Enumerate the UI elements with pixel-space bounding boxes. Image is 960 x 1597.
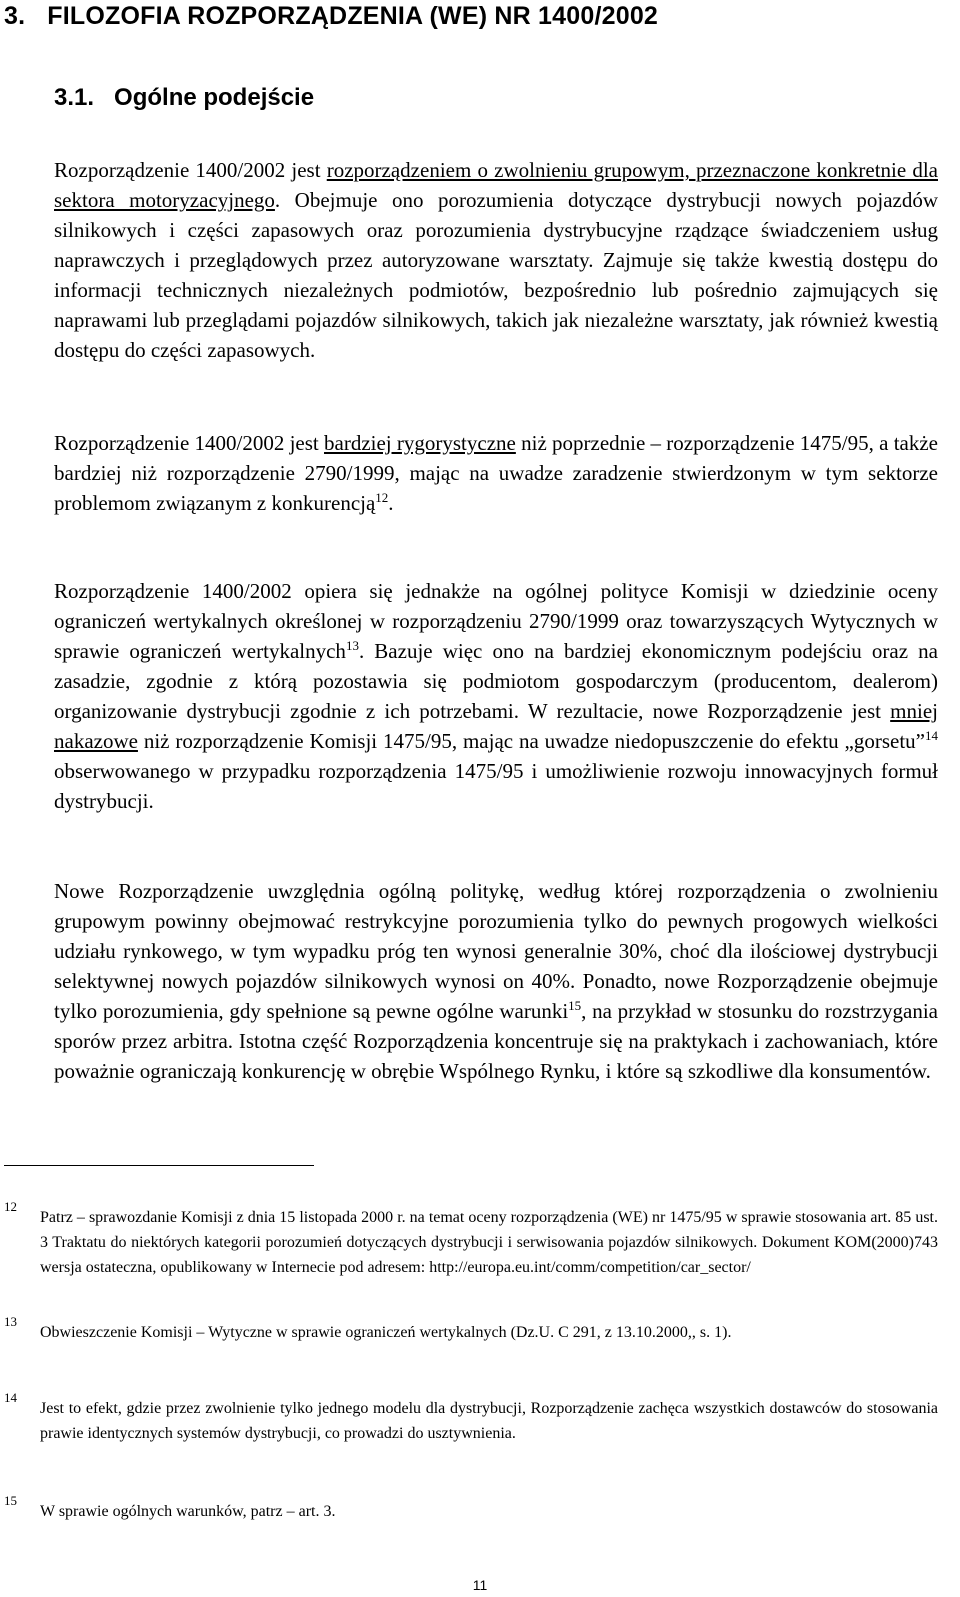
p3-underlined-a: mniej nakazowe bbox=[54, 699, 938, 753]
p2-text-a: Rozporządzenie 1400/2002 jest bbox=[54, 431, 325, 455]
footnote-mark: 14 bbox=[4, 1390, 17, 1405]
page-number: 11 bbox=[472, 1577, 488, 1593]
footnote-text: Jest to efekt, gdzie przez zwolnienie tylko jednego modelu dla dystrybucji, Rozporządzenie zachęca wszystkich dostawców do stosowania prawie identycznych systemów dystrybucji, co prowadzi do usztywnienia. bbox=[40, 1400, 938, 1442]
p4-text-a: Nowe Rozporządzenie uwzględnia ogólną politykę, według której rozporządzenia o zwolnieniu grupowym powinny obejmować restrykcyjne porozumienia tylko do pewnych progowych wielkości udziału rynkowego, w tym wypadku próg ten wynosi generalnie 30%, choć dla ilościowej dystrybucji selektywnej nowych pojazdów silnikowych wynosi on 40%. Ponadto, nowe Rozporządzenie obejmuje tylko porozumienia, gdy spełnione są pewne ogólne warunki bbox=[54, 879, 938, 1023]
footnote-ref-13[interactable]: 13 bbox=[345, 638, 359, 653]
paragraph-4 bbox=[54, 876, 938, 1086]
p2-text-c: . bbox=[388, 491, 394, 515]
section-number: 3. bbox=[4, 2, 26, 30]
footnote-text: Patrz – sprawozdanie Komisji z dnia 15 listopada 2000 r. na temat oceny rozporządzenia (WE) nr 1475/95 w sprawie stosowania art. 85 ust. 3 Traktatu do niektórych kategorii porozumień dotyczących dystrybucji i serwisowania pojazdów silnikowych. Dokument KOM(2000)743 wersja ostateczna, opublikowany w Internecie pod adresem: http://europa.eu.int/comm/competition/car_sector/ bbox=[40, 1209, 938, 1276]
section-heading bbox=[4, 2, 658, 31]
p2-underlined-a: bardziej rygorystyczne bbox=[324, 431, 516, 455]
footnote-mark: 15 bbox=[4, 1493, 17, 1508]
p3-text-c: niż rozporządzenie Komisji 1475/95, mając na uwadze niedopuszczenie do efektu „gorsetu” bbox=[137, 729, 925, 753]
subsection-title: Ogólne podejście bbox=[114, 84, 315, 111]
footnote-mark: 13 bbox=[4, 1314, 17, 1329]
p1-underlined-a: rozporządzeniem o zwolnieniu grupowym, przeznaczone konkretnie dla sektora motoryzacyjnego bbox=[54, 158, 938, 212]
p1-text-b: . Obejmuje ono porozumienia dotyczące dystrybucji nowych pojazdów silnikowych i części zapasowych oraz porozumienia dystrybucyjne rządzące świadczeniem usług naprawczych i przeglądowych przez autoryzowane warsztaty. Zajmuje się także kwestią dostępu do informacji technicznych niezależnych podmiotów, bezpośrednio lub pośrednio zajmujących się naprawami lub przeglądami pojazdów silnikowych, takich jak niezależne warsztaty, jak również kwestią dostępu do części zapasowych. bbox=[54, 188, 938, 362]
p3-text-a: Rozporządzenie 1400/2002 opiera się jednakże na ogólnej polityce Komisji w dziedzinie oceny ograniczeń wertykalnych określonej w rozporządzeniu 2790/1999 oraz towarzyszących Wytycznych w sprawie ograniczeń wertykalnych bbox=[54, 579, 938, 663]
paragraph-2 bbox=[54, 428, 938, 518]
p4-text-b: , na przykład w stosunku do rozstrzygania sporów przez arbitra. Istotna część Rozporządzenia koncentruje się na praktykach i zachowaniach, które poważnie ograniczają konkurencję w obrębie Wspólnego Rynku, i które są szkodliwe dla konsumentów. bbox=[54, 999, 938, 1083]
footnote-ref-15[interactable]: 15 bbox=[568, 998, 582, 1013]
footnote-ref-14[interactable]: 14 bbox=[925, 728, 938, 743]
p1-text-a: Rozporządzenie 1400/2002 jest bbox=[54, 158, 327, 182]
subsection-number: 3.1. bbox=[54, 84, 95, 111]
p3-text-d: obserwowanego w przypadku rozporządzenia 1475/95 i umożliwienie rozwoju innowacyjnych formuł dystrybucji. bbox=[54, 759, 938, 813]
section-title: FILOZOFIA ROZPORZĄDZENIA (WE) NR 1400/2002 bbox=[47, 2, 659, 30]
footnote-separator bbox=[4, 1165, 314, 1166]
footnote-text: W sprawie ogólnych warunków, patrz – art. 3. bbox=[40, 1503, 336, 1520]
footnote-ref-12[interactable]: 12 bbox=[375, 490, 389, 505]
p3-text-b: . Bazuje więc ono na bardziej ekonomicznym podejściu oraz na zasadzie, zgodnie z którą pozostawia się podmiotom gospodarczym (producentom, dealerom) organizowanie dystrybucji zgodnie z ich potrzebami. W rezultacie, nowe Rozporządzenie jest bbox=[54, 639, 938, 723]
footnote-text: Obwieszczenie Komisji – Wytyczne w sprawie ograniczeń wertykalnych (Dz.U. C 291, z 13.10.2000,, s. 1). bbox=[40, 1324, 732, 1341]
paragraph-3 bbox=[54, 576, 938, 816]
footnote-mark: 12 bbox=[4, 1199, 17, 1214]
subsection-heading bbox=[54, 84, 314, 112]
paragraph-1 bbox=[54, 155, 938, 365]
p2-text-b: niż poprzednie – rozporządzenie 1475/95, a także bardziej niż rozporządzenie 2790/1999, mając na uwadze zaradzenie stwierdzonym w tym sektorze problemom związanym z konkurencją bbox=[54, 431, 939, 515]
